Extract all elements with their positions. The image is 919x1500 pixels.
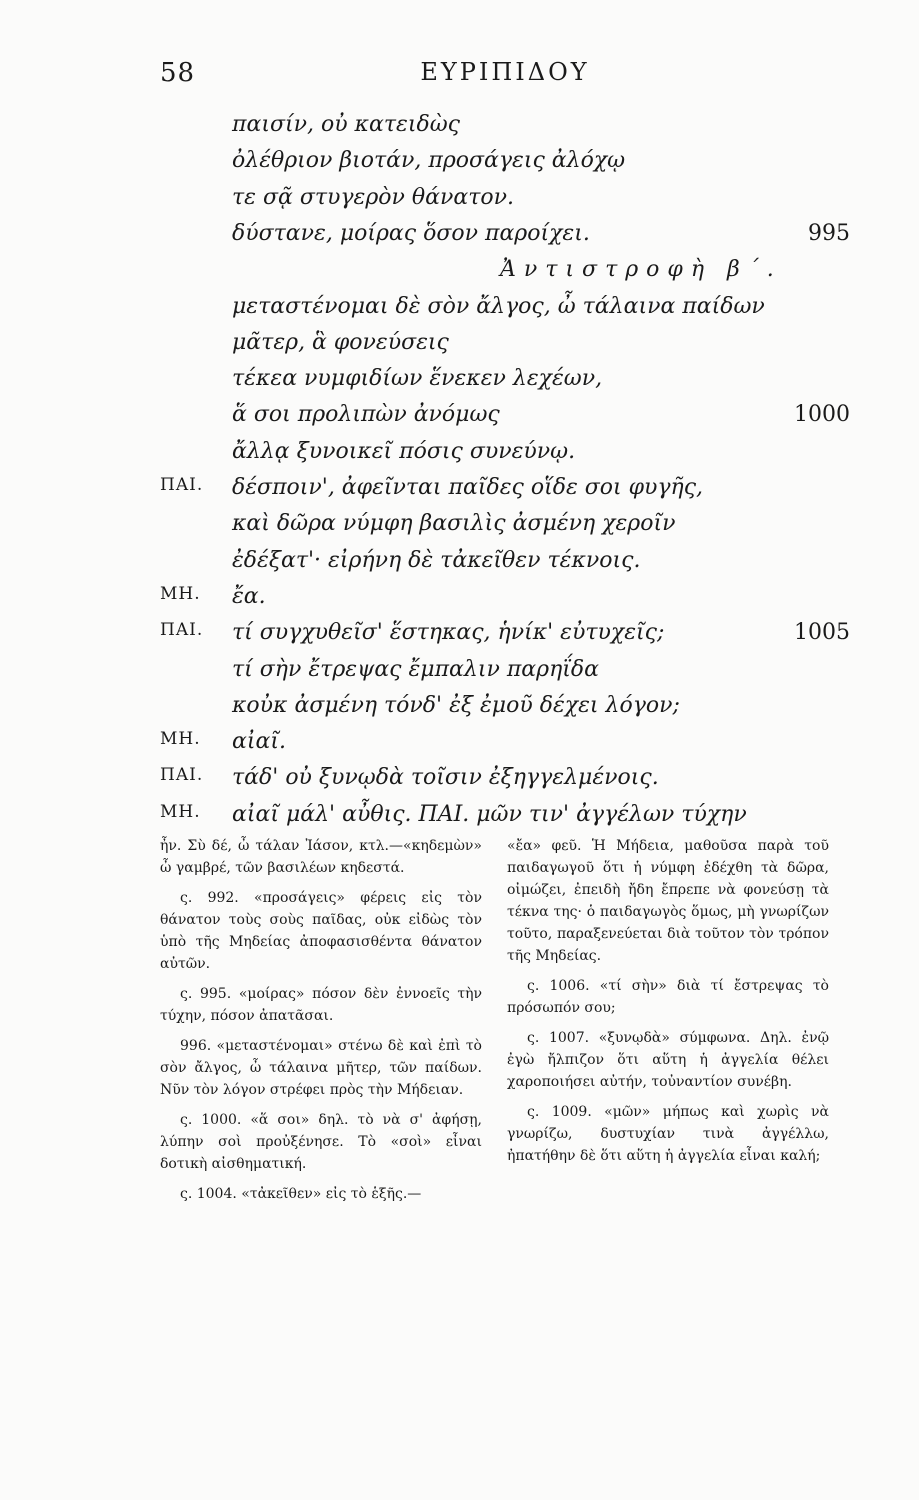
verse-text: ἅ σοι προλιπὼν ἀνόμως bbox=[232, 402, 500, 428]
commentary-note: ς. 1006. «τί σὴν» διὰ τί ἔστρεψας τὸ πρόσωπόν σου; bbox=[507, 978, 829, 1016]
commentary-note: ἦν. Σὺ δέ, ὦ τάλαν Ἰάσον, κτλ.—«κηδεμὼν» ὦ γαμβρέ, τῶν βασιλέων κηδεστά. bbox=[160, 838, 482, 876]
verse-line bbox=[160, 548, 850, 584]
verse-text: κοὐκ ἀσμένη τόνδ' ἐξ ἐμοῦ δέχει λόγον; bbox=[232, 692, 680, 718]
verse-line bbox=[160, 221, 850, 257]
verse-text: παισίν, οὐ κατειδὼς bbox=[232, 112, 460, 137]
commentary-note: «ἔα» φεῦ. Ἡ Μήδεια, μαθοῦσα παρὰ τοῦ παιδαγωγοῦ ὅτι ἡ νύμφη ἐδέχθη τὰ δῶρα, οἰμώζει, ἐπειδὴ ἤδη ἔπρεπε νὰ φονεύσῃ τὰ τέκνα της· ὁ παιδαγωγὸς ὅμως, μὴ γνωρίζων τοῦτο, παραξενεύεται διὰ τοῦτον τὸν τρόπον τῆς Μηδείας. bbox=[507, 838, 829, 964]
verse-line bbox=[160, 402, 850, 438]
page-header bbox=[160, 58, 850, 98]
verse-text: αἰαῖ μάλ' αὖθις. ΠΑΙ. μῶν τιν' ἀγγέλων τύχην bbox=[232, 801, 747, 827]
verse-text: ἐδέξατ'· εἰρήνη δὲ τἀκεῖθεν τέκνοις. bbox=[232, 547, 641, 573]
commentary-note: ς. 1000. «ἅ σοι» δηλ. τὸ νὰ σ' ἀφήσῃ, λύπην σοὶ προὐξένησε. Τὸ «σοὶ» εἶναι δοτικὴ αἰσθηματική. bbox=[160, 1112, 482, 1172]
speaker-label: ΜΗ. bbox=[160, 583, 201, 604]
notes-left-column bbox=[160, 835, 482, 1213]
speaker-label: ΠΑΙ. bbox=[160, 620, 204, 641]
verse-line bbox=[160, 294, 850, 330]
verse-line bbox=[160, 185, 850, 221]
notes-right-column bbox=[507, 835, 829, 1175]
verse-text: δέσποιν', ἀφεῖνται παῖδες οἵδε σοι φυγῆς, bbox=[232, 475, 704, 500]
verse-line bbox=[160, 584, 850, 620]
verse-line bbox=[160, 366, 850, 402]
verse-line bbox=[160, 693, 850, 729]
commentary-note: 996. «μεταστένομαι» στένω δὲ καὶ ἐπὶ τὸ σὸν ἄλγος, ὦ τάλαινα μῆτερ, τῶν παίδων. Νῦν τὸν λόγον στρέφει πρὸς τὴν Μήδειαν. bbox=[160, 1038, 482, 1098]
speaker-label: ΠΑΙ. bbox=[160, 475, 204, 495]
commentary-note: ς. 1009. «μῶν» μήπως καὶ χωρὶς νὰ γνωρίζω, δυστυχίαν τινὰ ἀγγέλλω, ἠπατήθην δὲ ὅτι αὕτη ἡ ἀγγελία εἶναι καλή; bbox=[507, 1104, 829, 1164]
speaker-label: ΜΗ. bbox=[160, 801, 201, 822]
verse-text: μᾶτερ, ἃ φονεύσεις bbox=[232, 329, 449, 355]
verse-line bbox=[160, 729, 850, 765]
verse-text: τέκεα νυμφιδίων ἕνεκεν λεχέων, bbox=[232, 366, 603, 392]
verse-line bbox=[160, 657, 850, 693]
verse-text: καὶ δῶρα νύμφη βασιλὶς ἀσμένη χεροῖν bbox=[232, 511, 676, 537]
verse-text: ἔα. bbox=[232, 583, 266, 609]
verse-line bbox=[160, 257, 850, 293]
verse-text: αἰαῖ. bbox=[232, 729, 286, 755]
verse-text: τε σᾷ στυγερὸν θάνατον. bbox=[232, 184, 515, 210]
verse-line bbox=[160, 511, 850, 547]
verse-line bbox=[160, 802, 850, 838]
verse-text: τί συγχυθεῖσ' ἕστηκας, ἡνίκ' εὐτυχεῖς; bbox=[232, 620, 665, 646]
speaker-label: ΠΑΙ. bbox=[160, 765, 204, 786]
verse-line bbox=[160, 765, 850, 801]
commentary-note: ς. 995. «μοίρας» πόσον δὲν ἐννοεῖς τὴν τύχην, πόσον ἀπατᾶσαι. bbox=[160, 986, 482, 1024]
verse-text: μεταστένομαι δὲ σὸν ἄλγος, ὦ τάλαινα παίδων bbox=[232, 293, 765, 319]
verse-line bbox=[160, 112, 850, 148]
verse-text: ἄλλᾳ ξυνοικεῖ πόσις συνεύνῳ. bbox=[232, 438, 576, 464]
verse-line bbox=[160, 620, 850, 656]
verse-text: τί σὴν ἔτρεψας ἔμπαλιν παρηΐδα bbox=[232, 656, 600, 682]
line-number: 1005 bbox=[794, 620, 850, 646]
line-number: 995 bbox=[808, 220, 850, 246]
verse-text: τάδ' οὐ ξυνῳδὰ τοῖσιν ἐξηγγελμένοις. bbox=[232, 765, 659, 791]
commentary-note: ς. 1004. «τἀκεῖθεν» εἰς τὸ ἑξῆς.— bbox=[180, 1186, 422, 1202]
verse-text: δύστανε, μοίρας ὅσον παροίχει. bbox=[232, 220, 590, 246]
strophe-heading: Ἀντιστροφὴ β΄. bbox=[500, 257, 782, 283]
line-number: 1000 bbox=[794, 402, 850, 428]
verse-text: ὀλέθριον βιοτάν, προσάγεις ἀλόχῳ bbox=[232, 148, 626, 174]
verse-line bbox=[160, 439, 850, 475]
verse-line bbox=[160, 148, 850, 184]
verse-line bbox=[160, 475, 850, 511]
running-title: ΕΥΡΙΠΙΔΟΥ bbox=[420, 58, 590, 86]
page-number: 58 bbox=[160, 58, 196, 88]
verse-line bbox=[160, 330, 850, 366]
speaker-label: ΜΗ. bbox=[160, 729, 201, 750]
commentary-note: ς. 992. «προσάγεις» φέρεις εἰς τὸν θάνατον τοὺς σοὺς παῖδας, οὐκ εἰδὼς τὸν ὑπὸ τῆς Μηδείας ἀποφασισθέντα θάνατον αὐτῶν. bbox=[160, 890, 482, 972]
commentary-note: ς. 1007. «ξυνῳδὰ» σύμφωνα. Δηλ. ἐνῷ ἐγὼ ἤλπιζον ὅτι αὕτη ἡ ἀγγελία θέλει χαροποιήσει αὐτήν, τοὐναντίον συνέβη. bbox=[507, 1030, 829, 1090]
